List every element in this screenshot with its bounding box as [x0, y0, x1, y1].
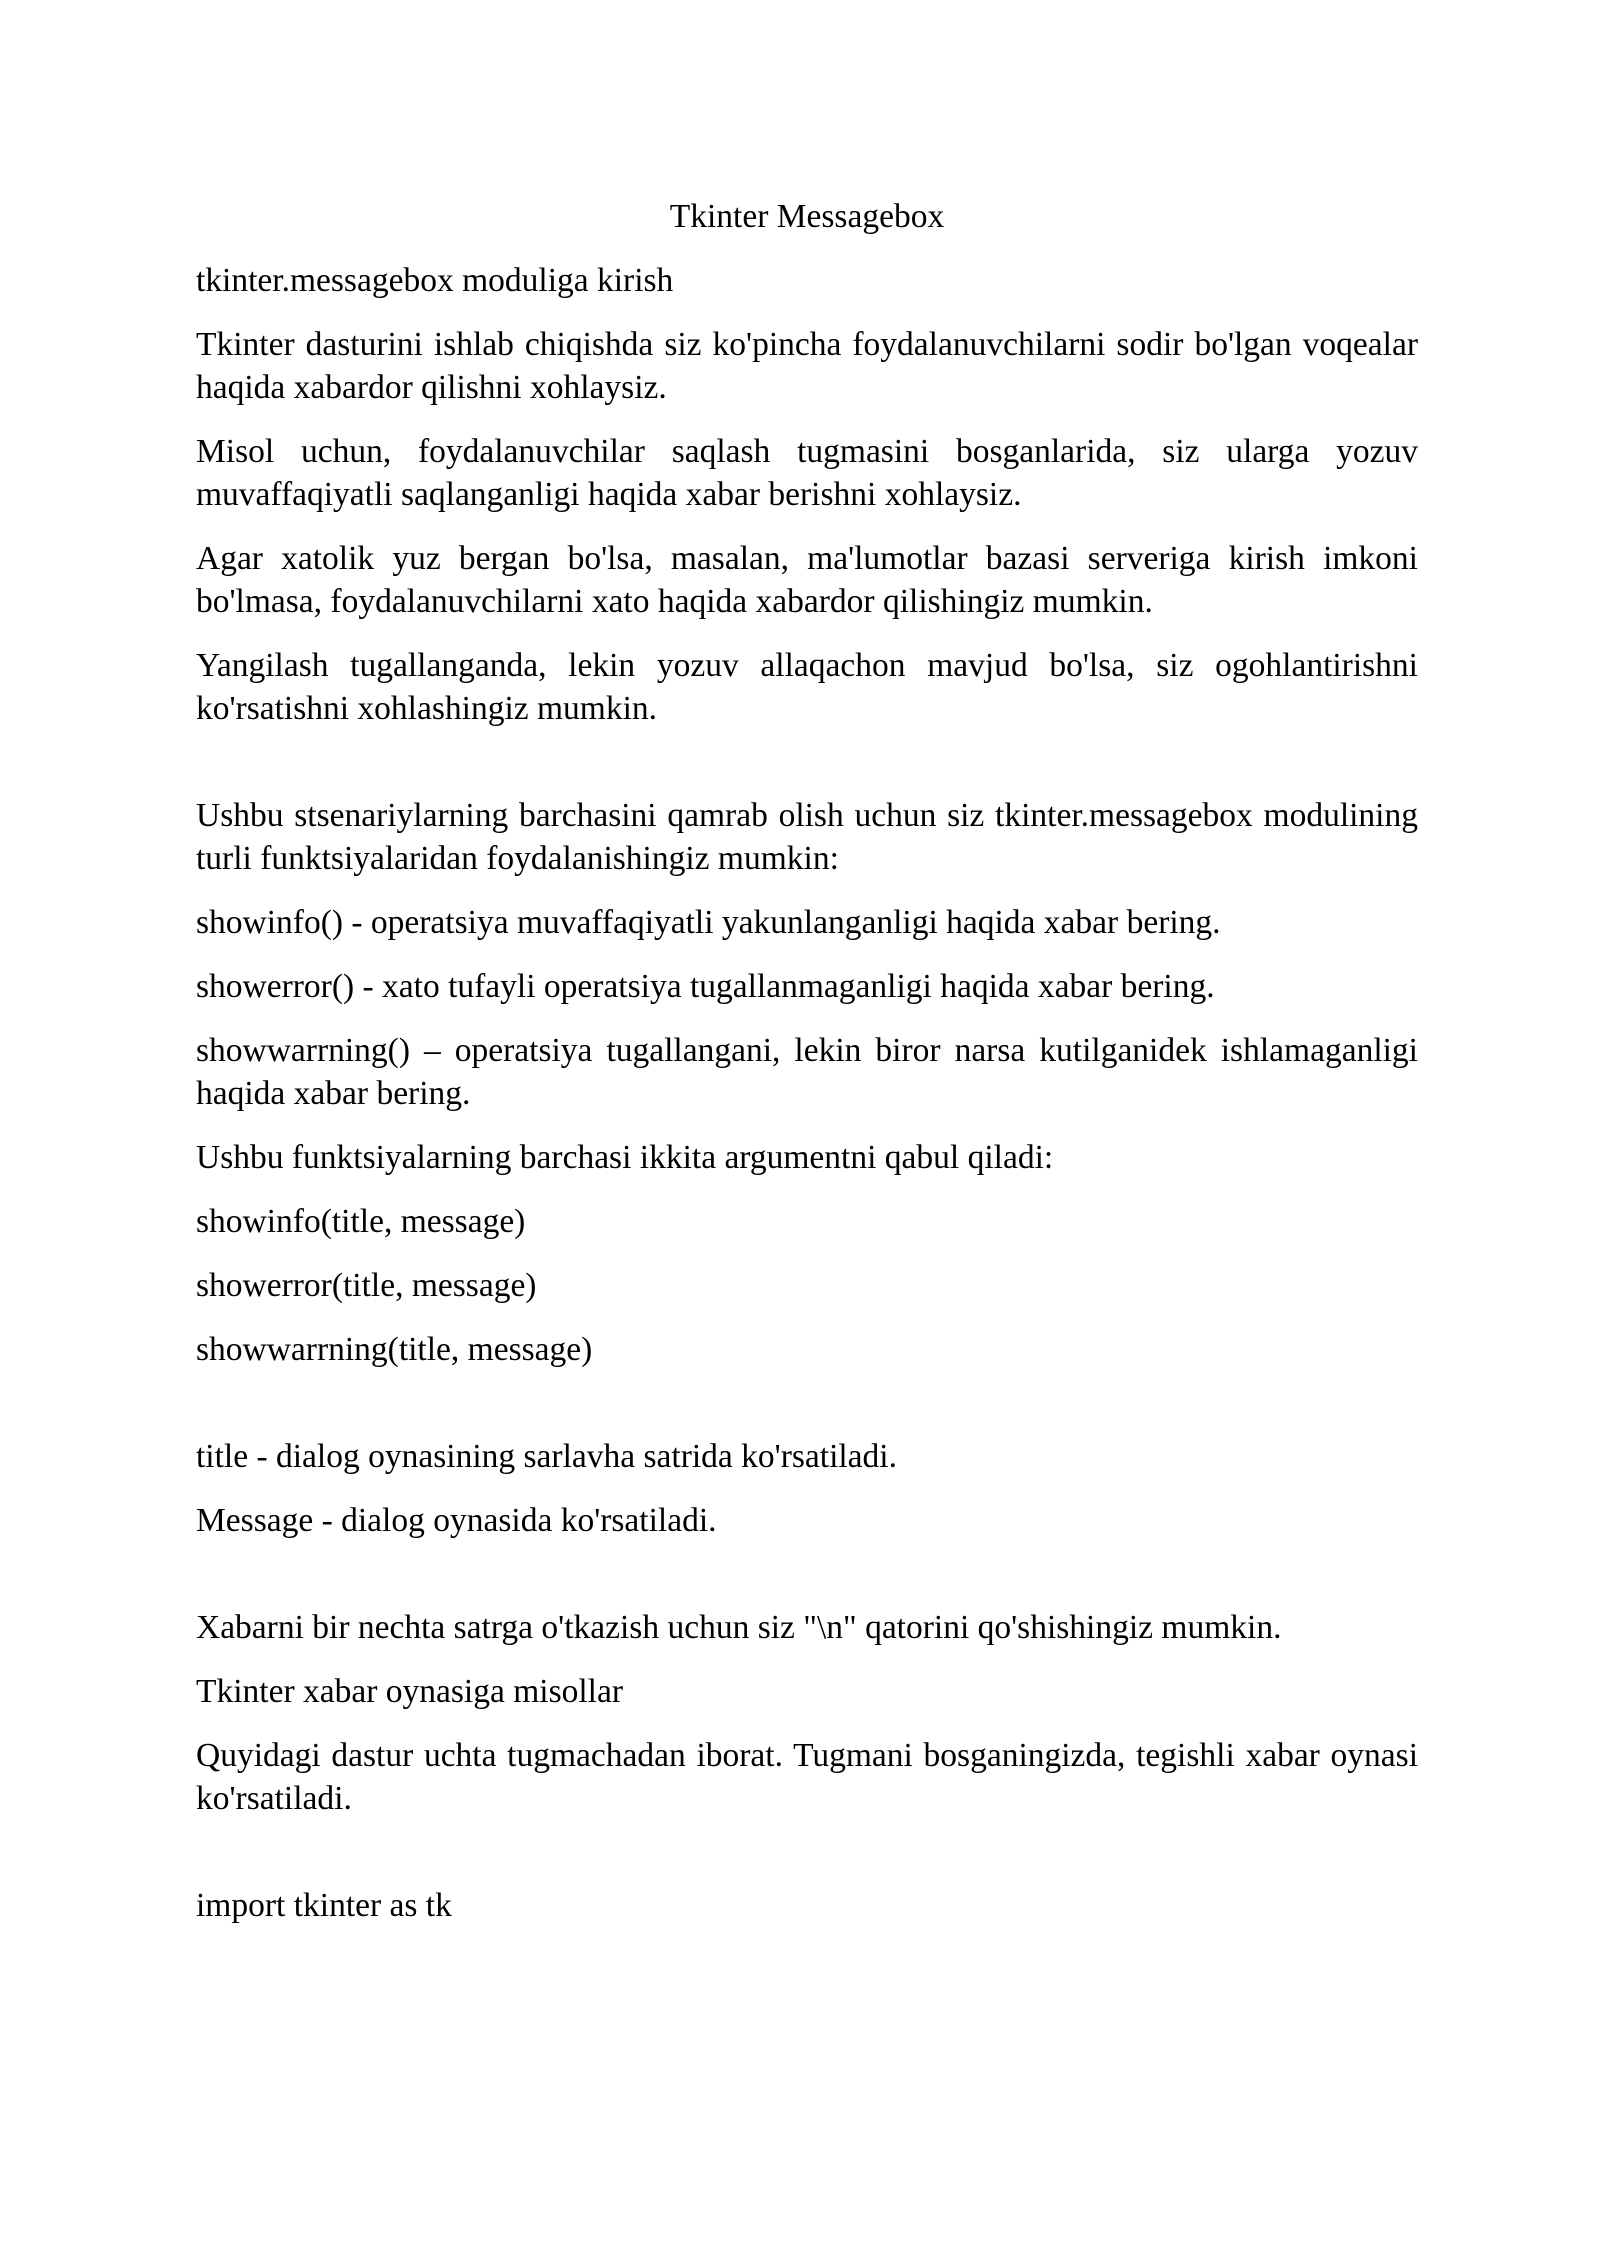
section-heading-examples: Tkinter xabar oynasiga misollar — [196, 1673, 623, 1710]
paragraph: Tkinter dasturini ishlab chiqishda siz ko'pincha foydalanuvchilarni sodir bo'lgan voqealar haqida xabardor qilishni xohlaysiz. — [196, 326, 1418, 406]
paragraph: Yangilash tugallanganda, lekin yozuv allaqachon mavjud bo'lsa, siz ogohlantirishni ko'rsatishni xohlashingiz mumkin. — [196, 647, 1418, 727]
blank-line — [196, 1841, 1418, 1884]
paragraph: Misol uchun, foydalanuvchilar saqlash tugmasini bosganlarida, siz ularga yozuv muvaffaqiyatli saqlanganligi haqida xabar berishni xohlaysiz. — [196, 433, 1418, 513]
blank-line — [196, 1392, 1418, 1435]
section-heading-intro: tkinter.messagebox moduliga kirish — [196, 262, 674, 299]
paragraph: Quyidagi dastur uchta tugmachadan iborat. Tugmani bosganingizda, tegishli xabar oynasi ko'rsatiladi. — [196, 1737, 1418, 1817]
paragraph: Ushbu stsenariylarning barchasini qamrab olish uchun siz tkinter.messagebox modulining turli funktsiyalaridan foydalanishingiz mumkin: — [196, 797, 1418, 877]
argument-description-message: Message - dialog oynasida ko'rsatiladi. — [196, 1502, 717, 1539]
function-signature-showinfo: showinfo(title, message) — [196, 1203, 526, 1240]
paragraph: Agar xatolik yuz bergan bo'lsa, masalan, ma'lumotlar bazasi serveriga kirish imkoni bo'lmasa, foydalanuvchilarni xato haqida xabardor qilishingiz mumkin. — [196, 540, 1418, 620]
paragraph: Xabarni bir nechta satrga o'tkazish uchun siz "\n" qatorini qo'shishingiz mumkin. — [196, 1609, 1282, 1646]
code-line: import tkinter as tk — [196, 1887, 452, 1924]
blank-line — [196, 1563, 1418, 1606]
document-title: Tkinter Messagebox — [669, 198, 945, 235]
function-description-showwarrning: showwarrning() – operatsiya tugallangani, lekin biror narsa kutilganidek ishlamaganligi haqida xabar bering. — [196, 1032, 1418, 1112]
blank-line — [196, 751, 1418, 794]
function-description-showerror: showerror() - xato tufayli operatsiya tugallanmaganligi haqida xabar bering. — [196, 968, 1215, 1005]
function-description-showinfo: showinfo() - operatsiya muvaffaqiyatli yakunlanganligi haqida xabar bering. — [196, 904, 1221, 941]
document-body — [196, 195, 1418, 1948]
paragraph: Ushbu funktsiyalarning barchasi ikkita argumentni qabul qiladi: — [196, 1139, 1054, 1176]
argument-description-title: title - dialog oynasining sarlavha satrida ko'rsatiladi. — [196, 1438, 897, 1475]
function-signature-showerror: showerror(title, message) — [196, 1267, 537, 1304]
function-signature-showwarrning: showwarrning(title, message) — [196, 1331, 593, 1368]
